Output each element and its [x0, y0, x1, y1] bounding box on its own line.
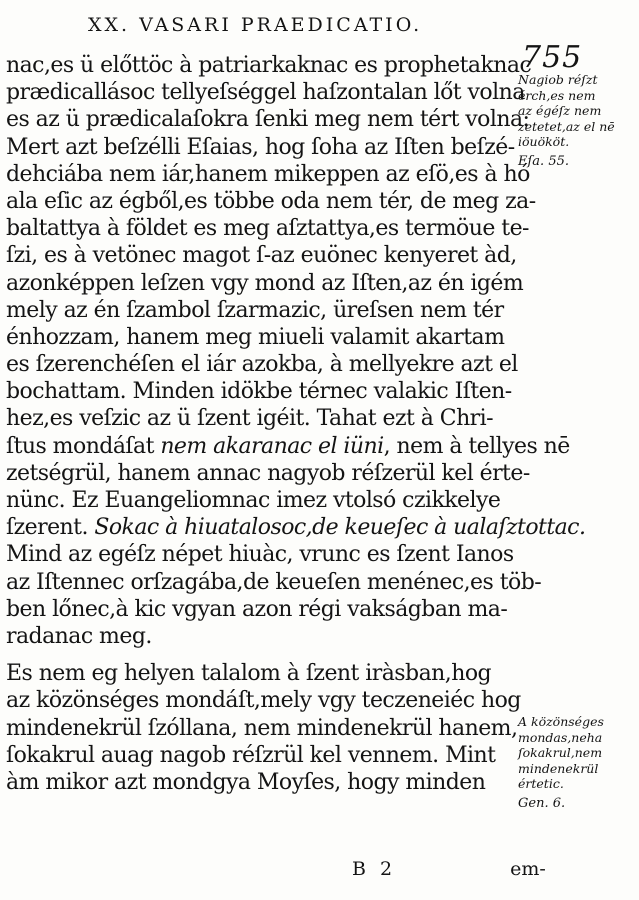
- paragraph-1-line: [6, 242, 518, 269]
- paragraph-1-line: [6, 324, 518, 351]
- paragraph-1-line: [6, 134, 518, 161]
- paragraph-1-line: [6, 297, 518, 324]
- paragraph-1-line: [6, 487, 518, 514]
- catchword: em-: [510, 858, 546, 880]
- margin-note-1-text: [518, 72, 615, 150]
- paragraph-1-line: [6, 188, 536, 215]
- italic-quotation: nem akaranac el iüni: [160, 433, 384, 459]
- text-run: bochattam. Minden idökbe térnec valakic Iſten-: [6, 379, 512, 405]
- text-run: ben lőnec,à kic vgyan azon régi vakságban ma-: [6, 596, 508, 622]
- margin-note-2-line: értetic.: [518, 776, 564, 791]
- text-run: zetségrül, hanem annac nagyob réſzerül kel érte-: [6, 460, 530, 486]
- margin-note-1-line: az égéſz nem: [518, 103, 602, 118]
- paragraph-1-line: [6, 161, 530, 188]
- paragraph-1-line: [6, 79, 525, 106]
- italic-quotation: Sokac à hiuatalosoc,de keueſec à ualaſztottac.: [94, 515, 586, 541]
- signature-mark: B 2: [352, 858, 397, 880]
- text-run: nac,es ü előttöc à patriarkaknac es prophetaknac: [6, 53, 532, 78]
- text-run: ſzi, es à vetönec magot ſ-az euönec kenyeret àd,: [6, 243, 517, 269]
- text-run: az közönséges mondáſt,mely vgy teczeneiéc hog: [6, 688, 521, 714]
- text-run: àm mikor azt mondgya Moyſes, hogy minden: [6, 769, 486, 795]
- paragraph-1-line: [6, 623, 518, 650]
- paragraph-2-line: [6, 769, 518, 796]
- paragraph-2-line: [6, 715, 518, 742]
- text-run: baltattya à földet es meg aſztattya,es termöue te-: [6, 216, 529, 242]
- paragraph-2: [6, 660, 521, 796]
- paragraph-1-line: [6, 433, 570, 460]
- paragraph-1-line: [6, 514, 586, 541]
- paragraph-1-line: [6, 52, 532, 79]
- paragraph-1-line: [6, 460, 530, 487]
- margin-note-2: [518, 714, 604, 811]
- margin-note-2-line: mondas,neha: [518, 729, 603, 745]
- running-head: XX. VASARI PRAEDICATIO.: [88, 14, 423, 36]
- text-run: azonképpen leſzen vgy mond az Iſten,az én igém: [6, 270, 524, 296]
- text-run: prædicallásoc tellyeſséggel haſzontalan lőt volna: [6, 80, 525, 106]
- text-run: dehciába nem iár,hanem mikeppen az eſö,es à hó: [6, 161, 530, 187]
- margin-note-2-text: [518, 714, 604, 792]
- margin-note-2-line: mindenekrül: [518, 760, 599, 776]
- paragraph-2-line: [6, 742, 518, 769]
- page-number: 755: [522, 40, 583, 75]
- text-run: nünc. Ez Euangeliomnac imez vtolsó czikkelye: [6, 488, 501, 513]
- margin-note-1-reference: Eſa. 55.: [518, 153, 569, 169]
- page-footer: [352, 858, 546, 880]
- paragraph-1-line: [6, 351, 518, 378]
- paragraph-1-line: [6, 378, 518, 405]
- text-run: ſokakrul auag nagob réſzrül kel vennem. Mint: [6, 742, 496, 768]
- paragraph-gap: [6, 650, 518, 660]
- margin-note-2-line: A közönséges: [518, 714, 604, 729]
- text-run: , nem à tellyes nē: [383, 433, 570, 459]
- paragraph-1-line: [6, 106, 530, 133]
- margin-note-2-line: ſokakrul,nem: [518, 745, 603, 760]
- paragraph-1-line: [6, 569, 542, 596]
- text-run: radanac meg.: [6, 623, 152, 649]
- margin-note-1-line: Nagiob réſzt: [518, 72, 598, 87]
- text-run: ala eſic az égből,es többe oda nem tér, de meg za-: [6, 188, 536, 214]
- text-run: Es nem eg helyen talalom à ſzent iràsban,hog: [6, 661, 492, 687]
- margin-note-1-line: iöuököt.: [518, 134, 570, 149]
- text-run: ſtus mondáſat: [6, 433, 161, 459]
- paragraph-1-line: [6, 596, 518, 623]
- text-run: hez,es veſzic az ü ſzent igéit. Tahat ezt à Chri-: [6, 406, 494, 432]
- text-run: es az ü prædicalaſokra ſenki meg nem tért volna:: [6, 107, 530, 133]
- margin-note-1: [518, 72, 615, 169]
- paragraph-1-line: [6, 215, 529, 242]
- text-run: ſzerent.: [6, 515, 95, 541]
- paragraph-1-line: [6, 541, 518, 568]
- margin-note-1-line: zetetet,az el nē: [518, 118, 615, 134]
- margin-note-2-reference: Gen. 6.: [518, 795, 566, 811]
- text-run: az Iſtennec orſzagába,de keueſen menénec,es töb-: [6, 569, 542, 595]
- text-run: énhozzam, hanem meg miueli valamit akartam: [6, 324, 505, 350]
- text-run: Mind az egéſz népet hiuàc, vrunc es ſzent Ianos: [6, 542, 514, 568]
- paragraph-2-line: [6, 660, 518, 687]
- text-run: Mert azt beſzélli Eſaias, hog ſoha az Iſten beſzé-: [6, 134, 515, 160]
- text-run: mindenekrül ſzóllana, nem mindenekrül hanem,: [6, 715, 518, 741]
- margin-note-1-line: érch,es nem: [518, 87, 596, 103]
- paragraph-1-line: [6, 405, 518, 432]
- text-run: mely az én ſzambol ſzarmazic, üreſsen nem tér: [6, 297, 504, 323]
- paragraph-2-line: [6, 687, 521, 714]
- text-run: es ſzerenchéſen el iár azokba, à mellyekre azt el: [6, 352, 518, 378]
- paragraph-1-line: [6, 270, 524, 297]
